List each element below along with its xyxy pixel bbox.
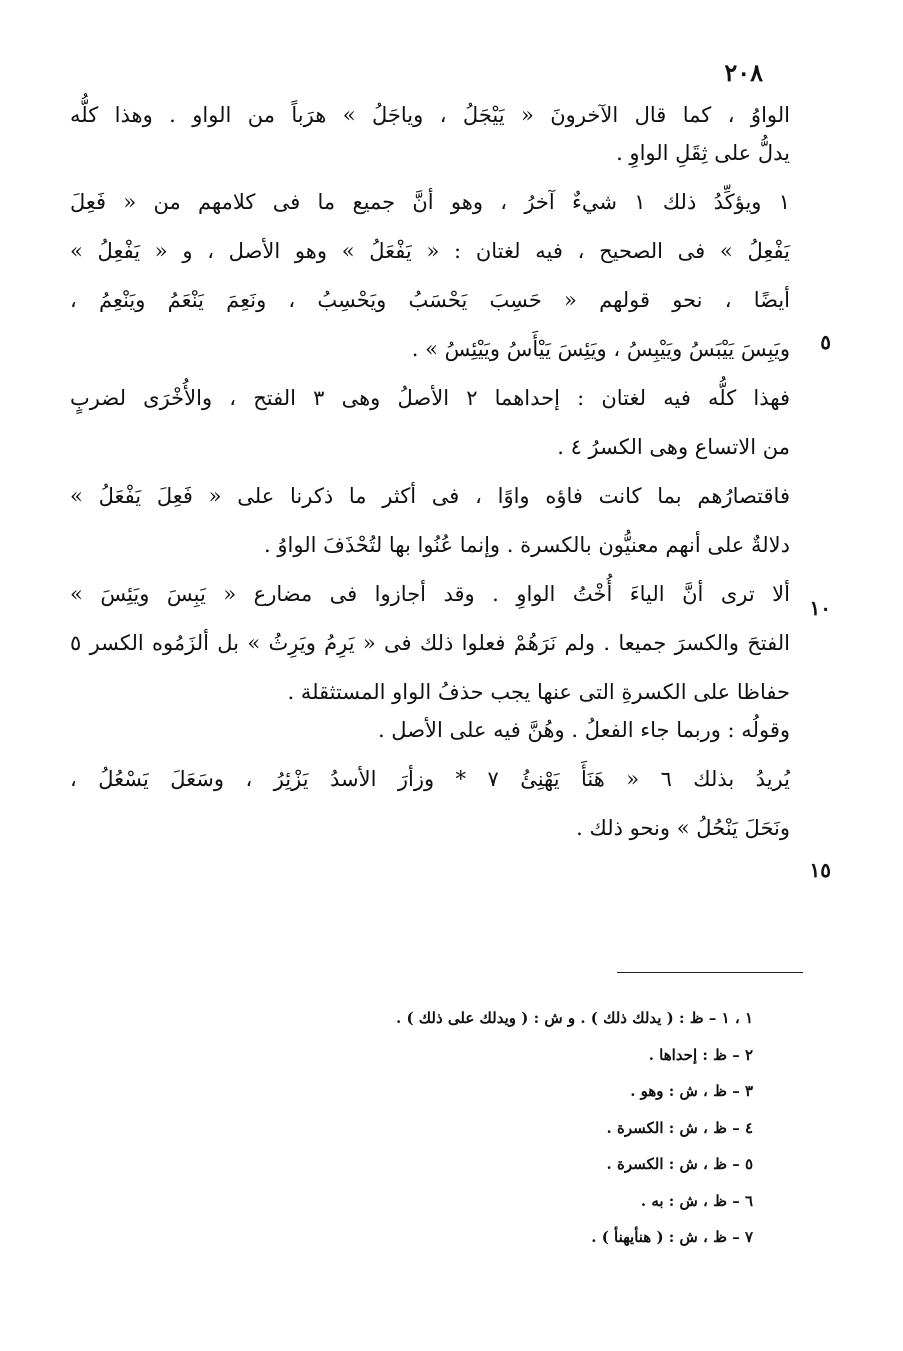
text-line-15: يُريدُ بذلك ٦ « هَنَأَ يَهْنِئُ ٧ * وزأرَ الأسدُ يَزْئِرُ ، وسَعَلَ يَسْعُلُ ، <box>70 767 790 791</box>
footnote-separator <box>617 972 803 973</box>
text-line-7: فهذا كلُّه فيه لغتان : إحداهما ٢ الأصلُ وهى ٣ الفتح ، والأُخْرَى لضربٍ <box>70 386 790 410</box>
footnote-4: ٤ – ظ ، ش : الكسرة . <box>606 1118 753 1137</box>
text-line-5: أيضًا ، نحو قولهم « حَسِبَ يَحْسَبُ ويَحْسِبُ ، ونَعِمَ يَنْعَمُ ويَنْعِمُ ، <box>70 288 790 312</box>
footnote-2: ٢ – ظ : إحداها . <box>648 1045 753 1064</box>
text-line-10: دلالةٌ على أنهم معنيُّون بالكسرة . وإنما عُنُوا بها لتُحْذَفَ الواوُ . <box>264 533 790 557</box>
text-line-9: فاقتصارُهم بما كانت فاؤه واوًا ، فى أكثر ما ذكرنا على « فَعِلَ يَفْعَلُ » <box>70 484 790 508</box>
text-line-16: ونَحَلَ يَنْحُلُ » ونحو ذلك . <box>576 816 790 840</box>
footnote-7: ٧ – ظ ، ش : ( هنأيهنأ ) . <box>591 1228 753 1246</box>
footnote-1: ١ ، ١ – ظ : ( يدلك ذلك ) . و ش : ( ويدلك على ذلك ) . <box>396 1009 753 1027</box>
text-line-6: ويَبِسَ يَيْبَسُ ويَيْبِسُ ، ويَئِسَ يَيْأَسُ ويَيْئِسُ » . <box>411 337 790 361</box>
line-number-5: ٥ <box>820 330 831 354</box>
main-text <box>70 96 790 847</box>
page-number: ٢٠٨ <box>724 58 763 87</box>
text-line-14: وقولُه : وربما جاء الفعلُ . وهُنَّ فيه على الأصل . <box>377 718 790 742</box>
text-line-1: الواوُ ، كما قال الآخرونَ « يَيْجَلُ ، وياجَلُ » هرَباً من الواو . وهذا كلُّه <box>70 103 790 127</box>
text-line-3: ١ ويؤكِّدُ ذلك ١ شيءٌ آخرُ ، وهو أنَّ جميع ما فى كلامهم من « فَعِلَ <box>70 190 790 214</box>
text-line-11: ألا ترى أنَّ الياءَ أُخْتُ الواوِ . وقد أجازوا فى مضارع « يَبِسَ ويَئِسَ » <box>70 582 790 606</box>
footnote-5: ٥ – ظ ، ش : الكسرة . <box>606 1155 753 1173</box>
text-line-12: الفتحَ والكسرَ جميعا . ولم نَرَهُمْ فعلوا ذلك فى « يَرِمُ ويَرِثُ » بل ألزَمُوه الكسر ٥ <box>70 631 790 655</box>
text-line-8: من الاتساع وهى الكسرُ ٤ . <box>557 435 790 459</box>
text-line-4: يَفْعِلُ » فى الصحيح ، فيه لغتان : « يَفْعَلُ » وهو الأصل ، و « يَفْعِلُ » <box>70 239 790 263</box>
footnotes <box>303 1000 753 1256</box>
line-number-15: ١٥ <box>809 858 831 882</box>
line-number-10: ١٠ <box>809 596 831 620</box>
footnote-3: ٣ – ظ ، ش : وهو . <box>630 1082 753 1100</box>
footnote-6: ٦ – ظ ، ش : به . <box>640 1191 753 1210</box>
text-line-13: حفاظا على الكسرةِ التى عنها يجب حذفُ الواو المستثقلة . <box>287 680 790 704</box>
text-line-2: يدلُّ على ثِقَلِ الواوِ . <box>616 141 790 165</box>
